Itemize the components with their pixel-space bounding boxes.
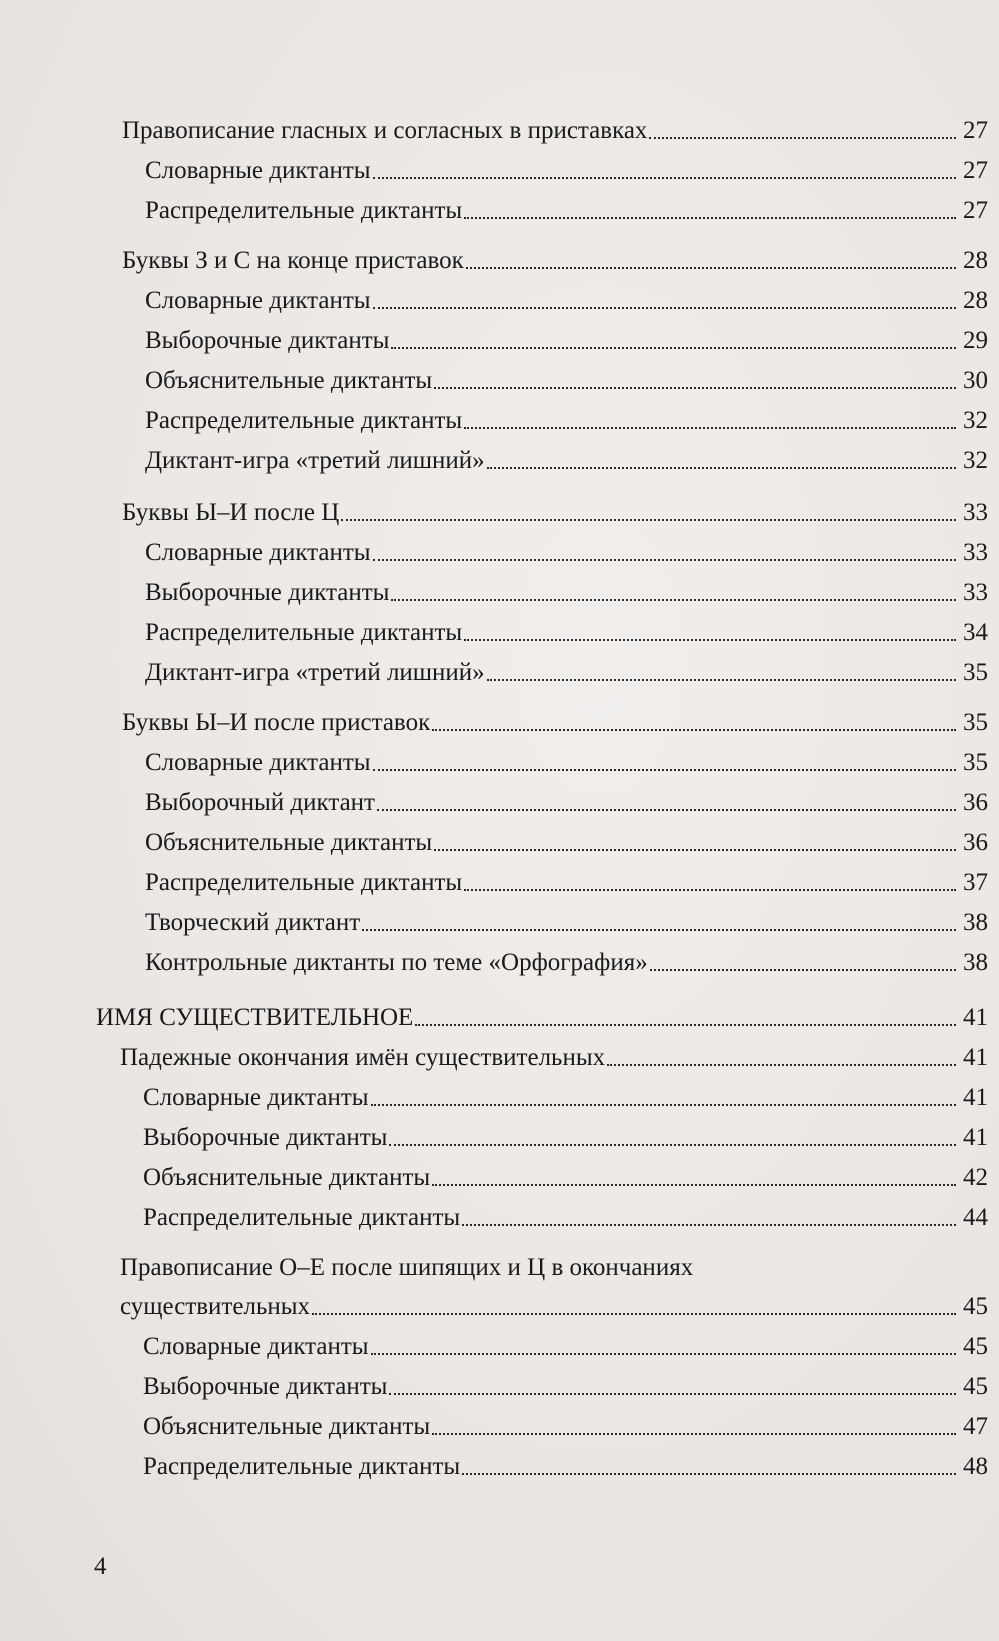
toc-entry-page: 38 [963, 949, 988, 976]
dot-leader [432, 1183, 956, 1186]
toc-entry-title: ИМЯ СУЩЕСТВИТЕЛЬНОЕ [96, 1004, 414, 1031]
toc-entry-title-line1: Правописание О–Е после шипящих и Ц в окончаниях [120, 1254, 694, 1281]
toc-entry-title: Объяснительные диктанты [145, 829, 433, 856]
toc-entry [145, 446, 988, 476]
dot-leader [434, 386, 956, 389]
dot-leader [389, 1143, 956, 1146]
toc-entry-title: Буквы Ы–И после Ц [122, 499, 340, 526]
toc-entry-page: 35 [963, 709, 988, 736]
toc-entry-title: Словарные диктанты [145, 287, 371, 314]
toc-entry-page: 35 [963, 749, 988, 776]
toc-entry-title: Словарные диктанты [143, 1333, 369, 1360]
dot-leader [464, 216, 956, 219]
toc-entry-title: Распределительные диктанты [145, 197, 463, 224]
toc-entry-page: 29 [963, 327, 988, 354]
toc-entry [145, 658, 988, 688]
toc-entry-page: 41 [963, 1124, 988, 1151]
toc-entry [145, 156, 988, 186]
toc-entry [122, 116, 988, 146]
toc-entry [145, 868, 988, 898]
toc-entry-title: Правописание гласных и согласных в приставках [122, 117, 648, 144]
dot-leader [434, 848, 956, 851]
toc-entry-title: Словарные диктанты [145, 749, 371, 776]
toc-entry-title: Контрольные диктанты по теме «Орфография» [145, 949, 648, 976]
dot-leader [432, 728, 956, 731]
toc-entry-title: Выборочные диктанты [143, 1373, 388, 1400]
dot-leader [391, 598, 956, 601]
toc-entry-title: Буквы З и С на конце приставок [122, 247, 464, 274]
toc-entry-title: Распределительные диктанты [145, 407, 463, 434]
page-number: 4 [94, 1553, 107, 1580]
dot-leader [464, 426, 956, 429]
toc-entry [145, 748, 988, 778]
toc-entry-page: 45 [963, 1333, 988, 1360]
dot-leader [649, 136, 956, 139]
toc-entry-title: Словарные диктанты [143, 1084, 369, 1111]
toc-entry [145, 196, 988, 226]
toc-entry-page: 30 [963, 367, 988, 394]
toc-entry-page: 47 [963, 1413, 988, 1440]
toc-entry-title: Объяснительные диктанты [143, 1413, 431, 1440]
dot-leader [650, 968, 956, 971]
toc-entry-page: 45 [963, 1373, 988, 1400]
toc-entry [145, 326, 988, 356]
toc-entry [145, 578, 988, 608]
dot-leader [362, 928, 956, 931]
toc-entry-page: 44 [963, 1204, 988, 1231]
toc-entry-page: 48 [963, 1453, 988, 1480]
toc-entry [145, 948, 988, 978]
toc-entry-page: 32 [963, 407, 988, 434]
dot-leader [377, 808, 956, 811]
toc-entry-title: Падежные окончания имён существительных [120, 1044, 606, 1071]
toc-entry-title: Творческий диктант [145, 909, 361, 936]
toc-entry-page: 28 [963, 287, 988, 314]
dot-leader [391, 346, 956, 349]
dot-leader [341, 518, 956, 521]
toc-entry [122, 498, 988, 528]
toc-entry [145, 538, 988, 568]
toc-entry [143, 1123, 988, 1153]
toc-entry [145, 406, 988, 436]
toc-entry-page: 36 [963, 789, 988, 816]
dot-leader [373, 558, 956, 561]
toc-entry-title: Объяснительные диктанты [143, 1164, 431, 1191]
toc-entry-title: Выборочные диктанты [145, 579, 390, 606]
toc-entry [143, 1332, 988, 1362]
dot-leader [371, 1103, 956, 1106]
toc-entry [145, 788, 988, 818]
dot-leader [373, 768, 956, 771]
toc-entry-page: 42 [963, 1164, 988, 1191]
toc-entry [143, 1203, 988, 1233]
toc-entry [145, 618, 988, 648]
toc-entry [143, 1372, 988, 1402]
toc-entry-page: 41 [963, 1004, 988, 1031]
toc-entry-title: Выборочные диктанты [145, 327, 390, 354]
dot-leader [371, 1352, 956, 1355]
toc-entry [145, 286, 988, 316]
toc-entry-title: Диктант-игра «третий лишний» [145, 447, 485, 474]
toc-entry-page: 33 [963, 539, 988, 566]
dot-leader [373, 306, 956, 309]
dot-leader [487, 466, 956, 469]
dot-leader [312, 1312, 956, 1315]
toc-entry-page: 32 [963, 447, 988, 474]
toc-entry-title: Распределительные диктанты [143, 1204, 461, 1231]
toc-entry-title: Буквы Ы–И после приставок [122, 709, 431, 736]
toc-entry-page: 27 [963, 157, 988, 184]
toc-entry-page: 28 [963, 247, 988, 274]
toc-entry [120, 1043, 988, 1073]
toc-entry-page: 33 [963, 579, 988, 606]
toc-entry-page: 35 [963, 659, 988, 686]
toc-entry-title: Объяснительные диктанты [145, 367, 433, 394]
dot-leader [487, 678, 956, 681]
toc-entry-page: 36 [963, 829, 988, 856]
toc-entry-title: Выборочные диктанты [143, 1124, 388, 1151]
toc-entry-title: Распределительные диктанты [145, 869, 463, 896]
toc-entry-page: 38 [963, 909, 988, 936]
toc-entry-page: 27 [963, 117, 988, 144]
dot-leader [462, 1223, 956, 1226]
toc-entry-page: 27 [963, 197, 988, 224]
toc-entry-title: Словарные диктанты [145, 157, 371, 184]
toc-entry-page: 41 [963, 1084, 988, 1111]
toc-entry-title: Диктант-игра «третий лишний» [145, 659, 485, 686]
dot-leader [415, 1023, 956, 1026]
toc-entry-title: Словарные диктанты [145, 539, 371, 566]
toc-entry [145, 908, 988, 938]
toc-entry-title: Распределительные диктанты [145, 619, 463, 646]
toc-entry [143, 1163, 988, 1193]
toc-entry [143, 1412, 988, 1442]
dot-leader [466, 266, 956, 269]
toc-entry-title: Распределительные диктанты [143, 1453, 461, 1480]
toc-entry [120, 1292, 988, 1322]
toc-entry [145, 366, 988, 396]
dot-leader [464, 888, 956, 891]
toc-entry-page: 37 [963, 869, 988, 896]
toc-entry-title: Выборочный диктант [145, 789, 375, 816]
toc-entry [122, 246, 988, 276]
toc-section-entry [96, 1003, 988, 1033]
toc-entry-page: 34 [963, 619, 988, 646]
toc-entry [122, 708, 988, 738]
dot-leader [389, 1392, 956, 1395]
dot-leader [464, 638, 956, 641]
toc-entry [143, 1083, 988, 1113]
toc-entry-page: 41 [963, 1044, 988, 1071]
dot-leader [607, 1063, 956, 1066]
toc-entry-page: 33 [963, 499, 988, 526]
toc-entry [145, 828, 988, 858]
toc-entry [143, 1452, 988, 1482]
toc-entry-page: 45 [963, 1293, 988, 1320]
dot-leader [373, 176, 956, 179]
dot-leader [462, 1472, 956, 1475]
dot-leader [432, 1432, 956, 1435]
toc-entry-title: существительных [120, 1293, 311, 1320]
